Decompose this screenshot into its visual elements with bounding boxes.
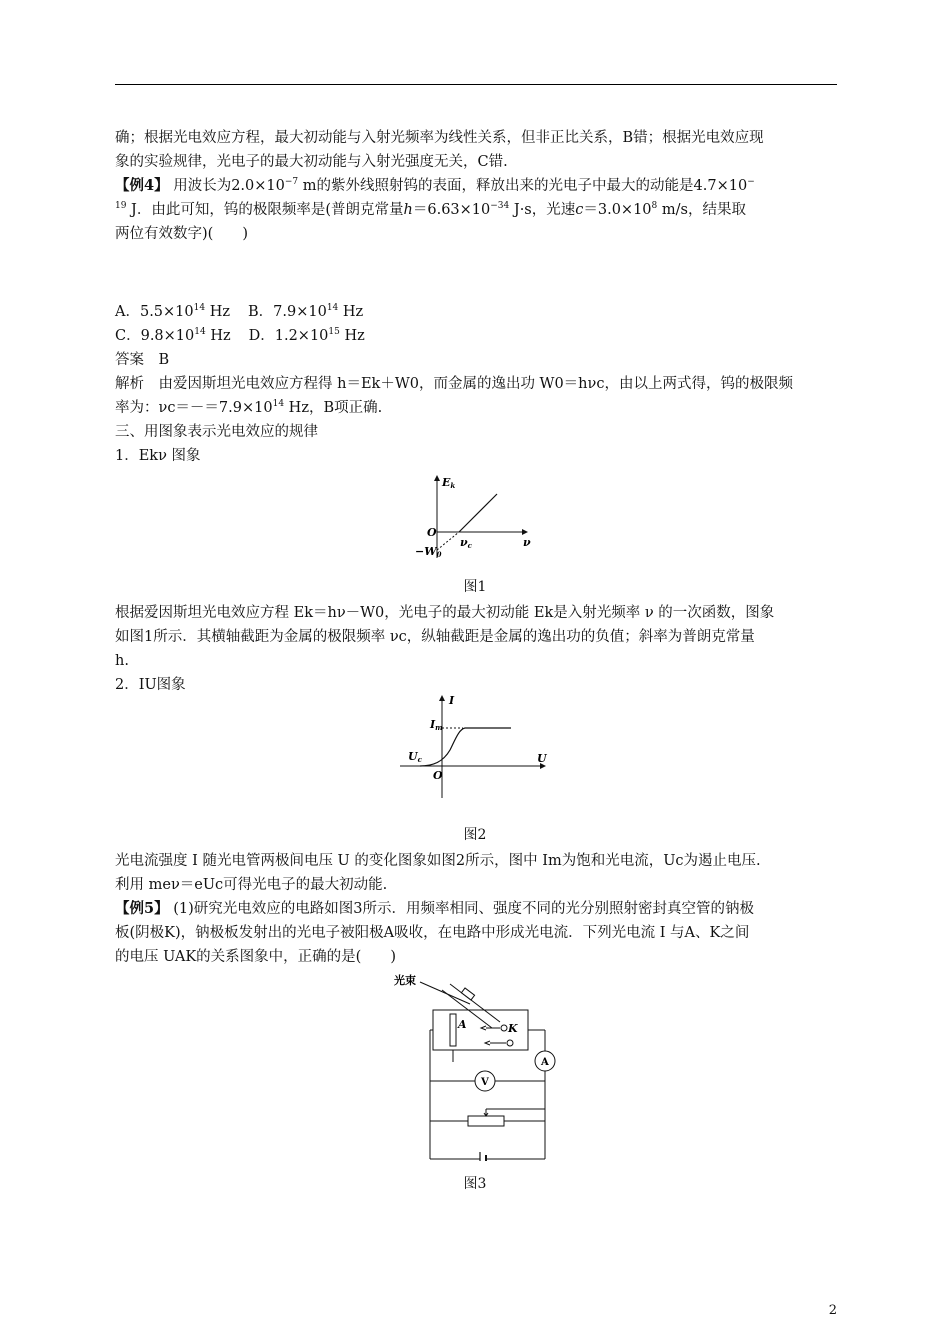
ammeter-label: A — [541, 1057, 549, 1068]
anode-plate — [450, 1014, 456, 1046]
paragraph-line: h. — [115, 653, 129, 669]
example-4-tag: 【例4】 — [115, 177, 169, 194]
sup: − — [747, 177, 755, 188]
section-heading: 三、用图象表示光电效应的规律 — [115, 424, 318, 440]
example-4-line-3: 两位有效数字)( ) — [115, 226, 248, 242]
page-number: 2 — [828, 1303, 837, 1318]
example-5-tag: 【例5】 — [115, 900, 169, 917]
example-5-line-1 — [115, 898, 754, 920]
sup: 14 — [194, 327, 206, 338]
example-5-line-2: 板(阴极K)，钠极板发射出的光电子被阳极A吸收，在电路中形成光电流．下列光电流 I 与A、K之间 — [115, 925, 750, 941]
neg-w0-label: −W — [415, 545, 437, 558]
sup: 8 — [651, 201, 658, 212]
sup: 14 — [272, 399, 285, 410]
sup: 14 — [326, 303, 339, 314]
rheostat — [468, 1116, 504, 1126]
option-a — [115, 304, 230, 320]
svg-text:νc — [460, 536, 473, 550]
text: m的紫外线照射钨的表面，释放出来的光电子中最大的动能是4.7×10 — [298, 178, 748, 194]
header-rule — [115, 84, 837, 85]
figure-3-caption: 图3 — [463, 1176, 487, 1192]
text: m/s，结果取 — [657, 202, 746, 218]
ek-label: E — [442, 476, 451, 489]
origin-label: O — [433, 769, 443, 782]
t: (1)研究光电效应的电路如图3所示．用频率相同、强度不同的光分别照射密封真空管的钠极 — [168, 901, 754, 917]
nu-axis-label: ν — [523, 536, 531, 549]
im-label: I — [430, 718, 436, 731]
u-axis-label: U — [537, 752, 547, 765]
t: Hz — [338, 304, 364, 320]
t: D．1.2×10 — [248, 328, 329, 344]
paragraph-line: 确；根据光电效应方程，最大初动能与入射光频率为线性关系，但非正比关系，B错；根据光电效应现 — [115, 130, 764, 146]
t: C．9.8×10 — [115, 328, 195, 344]
example-4-line-1 — [115, 175, 755, 197]
option-b — [248, 304, 363, 320]
t: Hz，B项正确. — [284, 400, 383, 416]
sup: −7 — [284, 177, 299, 188]
text: ＝6.63×10 — [412, 202, 491, 218]
item-1-heading: 1．Ekν 图象 — [115, 448, 201, 464]
var: c — [575, 202, 584, 218]
t: 率为：νc＝－＝7.9×10 — [115, 400, 273, 416]
sub: c — [467, 541, 472, 550]
sub: k — [450, 481, 456, 490]
text: 用波长为2.0×10 — [168, 178, 285, 194]
example-5-line-3: 的电压 UAK的关系图象中，正确的是( ) — [115, 949, 396, 965]
cathode-label: K — [508, 1022, 518, 1035]
voltmeter-label: V — [481, 1077, 489, 1088]
sup: −34 — [490, 201, 510, 212]
paragraph-line: 根据爱因斯坦光电效应方程 Ek＝hν－W0，光电子的最大初动能 Ek是入射光频率 ν 的一次函数，图象 — [115, 605, 775, 621]
paragraph-line: 象的实验规律，光电子的最大初动能与入射光强度无关，C错. — [115, 154, 508, 170]
item-2-heading: 2．IU图象 — [115, 677, 186, 693]
figure-1-caption: 图1 — [463, 579, 487, 595]
t: B．7.9×10 — [248, 304, 327, 320]
sup: 15 — [328, 327, 340, 338]
paragraph-line: 光电流强度 I 随光电管两极间电压 U 的变化图象如图2所示，图中 Im为饱和光电流，Uc为遏止电压. — [115, 853, 761, 869]
sub: c — [417, 755, 422, 764]
figure-2-i-u-graph — [395, 692, 555, 802]
paragraph-line: 利用 meν＝eUc可得光电子的最大初动能. — [115, 877, 388, 893]
beam-label: 光束 — [394, 974, 416, 987]
option-c — [115, 328, 231, 344]
answer-line: 答案 B — [115, 352, 170, 368]
text: J．由此可知，钨的极限频率是(普朗克常量 — [126, 202, 404, 218]
text: J·s，光速 — [509, 202, 576, 218]
sub: 0 — [436, 550, 442, 559]
analysis-line-2 — [115, 397, 382, 419]
sup: 19 — [115, 201, 127, 212]
uc-label: U — [408, 750, 418, 763]
var: h — [403, 202, 413, 218]
sup: 14 — [193, 303, 206, 314]
svg-text:Im — [429, 718, 443, 732]
svg-text:Uc — [408, 750, 423, 764]
figure-2-caption: 图2 — [463, 827, 487, 843]
options-row-1 — [115, 301, 363, 323]
sub: m — [435, 723, 443, 732]
paragraph-line: 如图1所示．其横轴截距为金属的极限频率 νc，纵轴截距是金属的逸出功的负值；斜率为普朗克常量 — [115, 629, 755, 645]
nu-c-label: ν — [460, 536, 468, 549]
figure-3-circuit — [390, 966, 565, 1161]
text: ＝3.0×10 — [583, 202, 652, 218]
svg-text:Ek — [441, 476, 455, 490]
i-axis-label: I — [449, 694, 455, 707]
t: A．5.5×10 — [115, 304, 194, 320]
t: Hz — [339, 328, 365, 344]
origin-label: O — [427, 526, 437, 539]
option-d — [249, 328, 365, 344]
figure-1-ek-v-graph — [415, 470, 545, 565]
t: Hz — [205, 328, 231, 344]
svg-text:−W0 — [415, 545, 442, 559]
options-row-2 — [115, 325, 365, 347]
t: Hz — [205, 304, 230, 320]
example-4-line-2 — [115, 199, 746, 221]
analysis-line-1: 解析 由爱因斯坦光电效应方程得 h＝Ek＋W0，而金属的逸出功 W0＝hνc，由以上两式得，钨的极限频 — [115, 376, 793, 392]
anode-label: A — [458, 1018, 467, 1031]
